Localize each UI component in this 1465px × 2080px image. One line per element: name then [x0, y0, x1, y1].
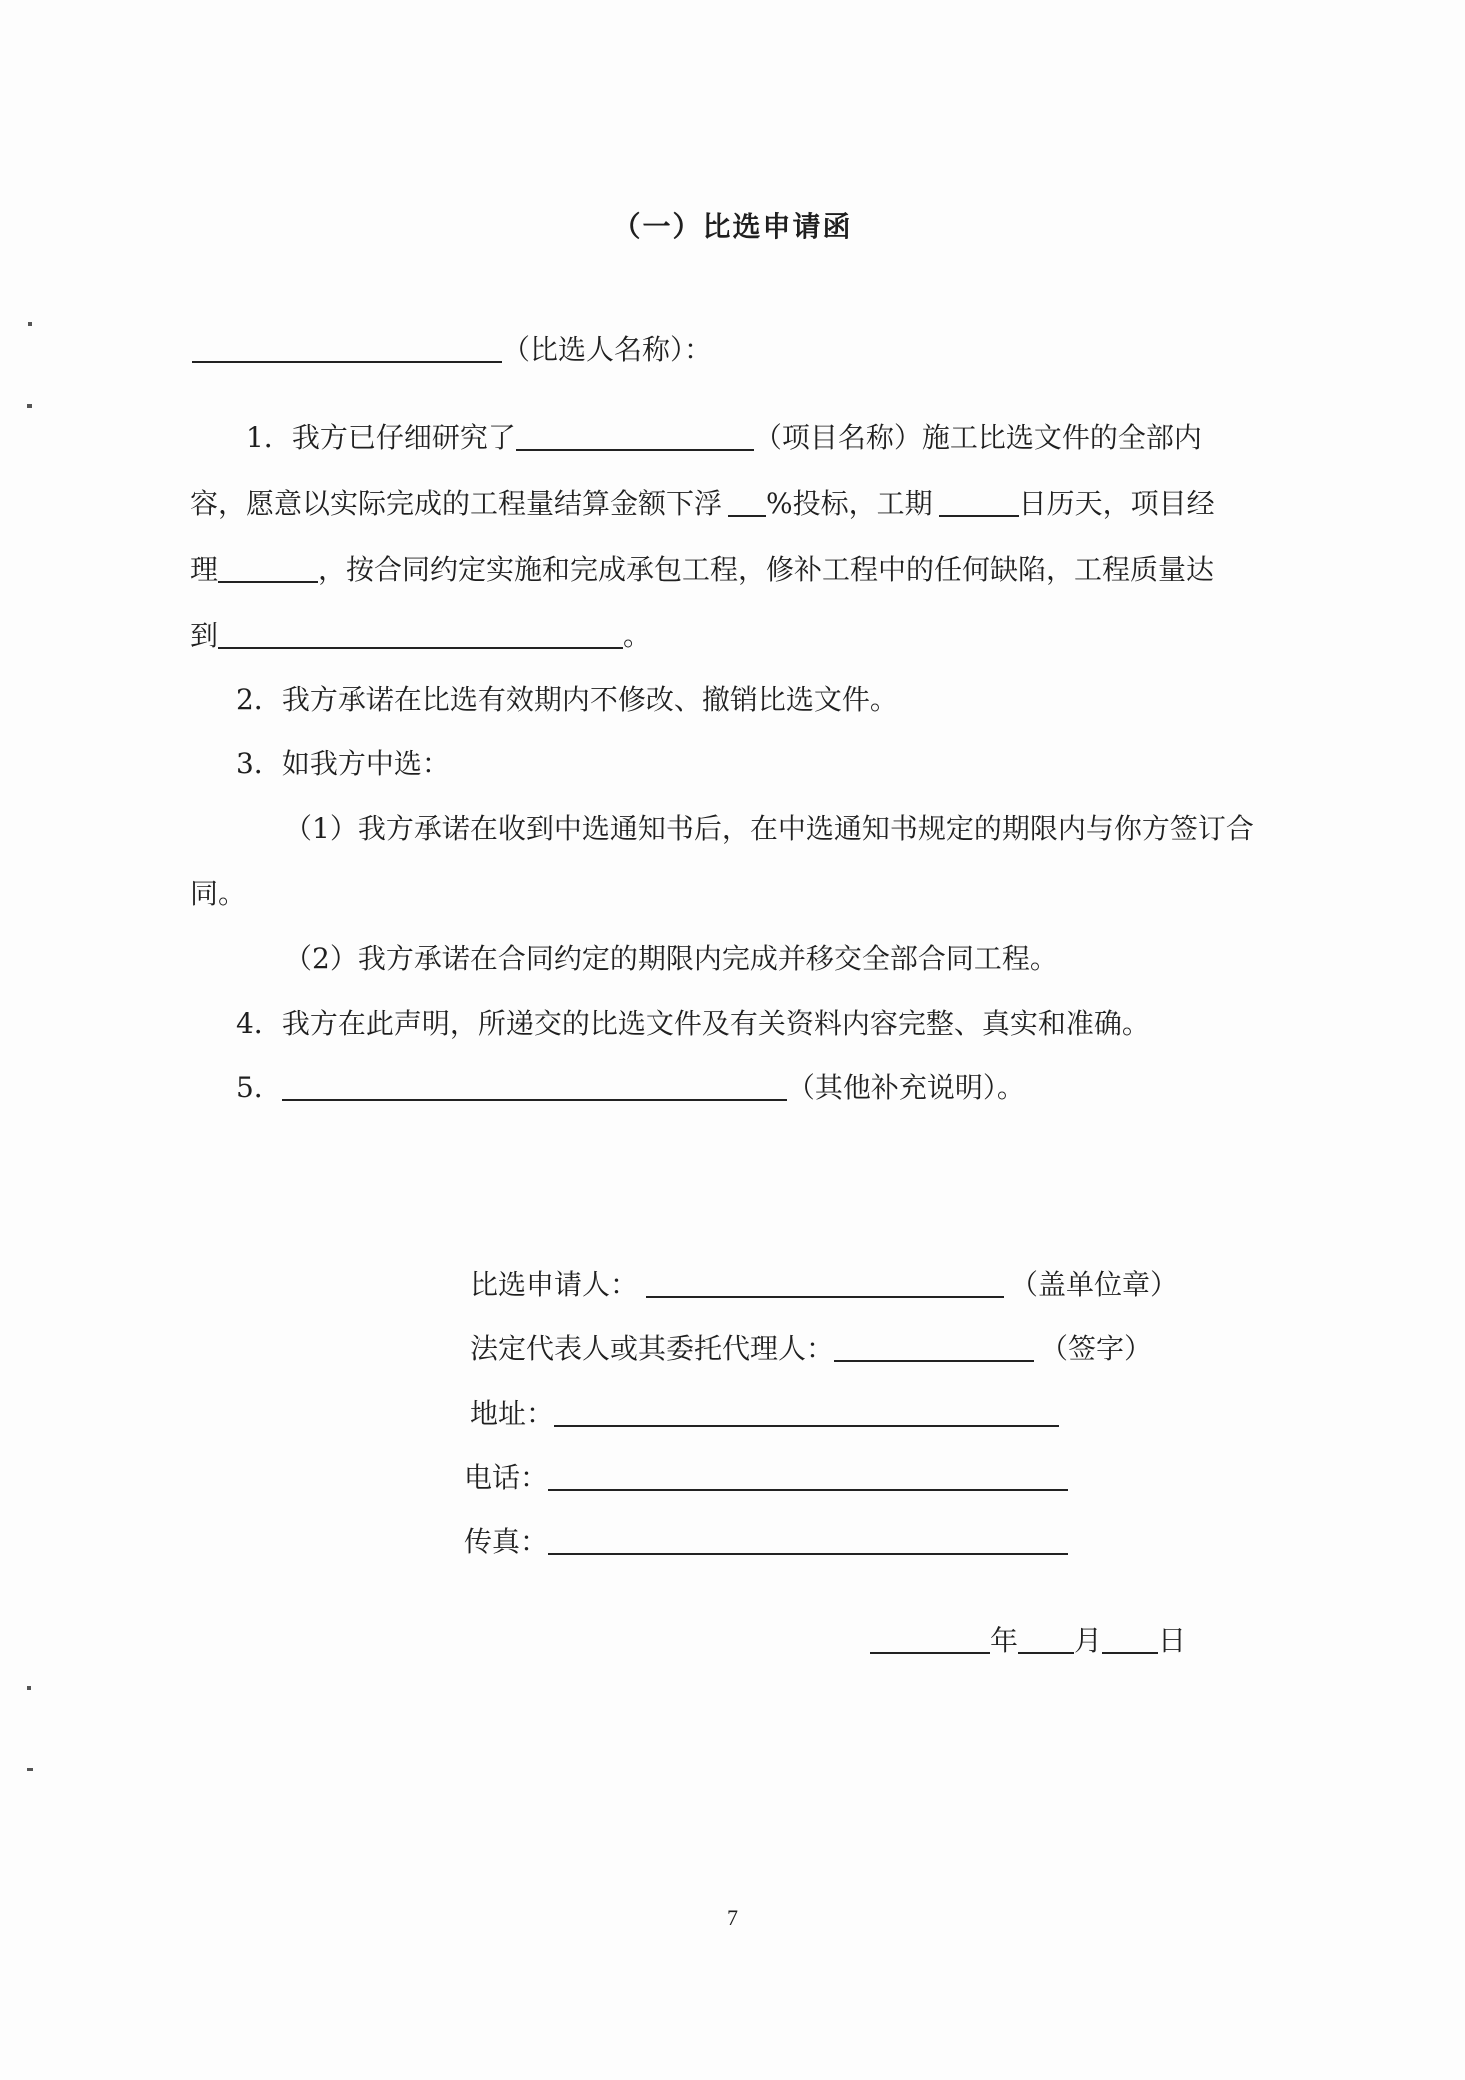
recipient-name-blank[interactable]: [192, 331, 502, 363]
phone-blank[interactable]: [548, 1459, 1068, 1491]
day-blank[interactable]: [1102, 1622, 1158, 1654]
day-label: 日: [1158, 1624, 1187, 1657]
para4: 4．我方在此声明，所递交的比选文件及有关资料内容完整、真实和准确。: [236, 1007, 1150, 1040]
para1-prefix: 1．我方已仔细研究了: [246, 421, 516, 454]
para1-line3-start: 理: [190, 553, 219, 586]
para5-line: [236, 1068, 1025, 1108]
para3-item2: （2）我方承诺在合同约定的期限内完成并移交全部合同工程。: [284, 942, 1058, 975]
address-blank[interactable]: [554, 1395, 1059, 1427]
applicant-blank[interactable]: [646, 1266, 1004, 1298]
scan-speck: [27, 1768, 33, 1771]
representative-blank[interactable]: [834, 1330, 1034, 1362]
project-label: （项目名称）施工比选文件的全部内: [753, 421, 1202, 454]
discount-percent-blank[interactable]: [728, 487, 766, 517]
recipient-line: [192, 330, 712, 370]
scan-speck: [27, 404, 32, 408]
para1-line4: [190, 616, 651, 656]
month-label: 月: [1074, 1624, 1103, 1657]
para1-line4-start: 到: [190, 619, 219, 652]
representative-label: 法定代表人或其委托代理人：: [470, 1332, 835, 1365]
para1-line3: [190, 550, 1214, 590]
fax-line: [464, 1522, 1068, 1562]
address-label: 地址：: [470, 1397, 555, 1430]
scan-speck: [27, 1686, 31, 1690]
project-manager-blank[interactable]: [218, 553, 318, 583]
para3-item1-line2: 同。: [190, 877, 247, 910]
phone-line: [464, 1458, 1068, 1498]
page-title: （一）比选申请函: [612, 210, 853, 243]
fax-blank[interactable]: [548, 1523, 1068, 1555]
para1-line2-text: 容，愿意以实际完成的工程量结算金额下浮: [190, 487, 723, 520]
applicant-note: （盖单位章）: [1010, 1268, 1179, 1301]
project-name-blank[interactable]: [516, 419, 754, 451]
para1-line1: [246, 418, 1202, 458]
para1-line2: [190, 484, 1215, 524]
recipient-label: （比选人名称）：: [502, 333, 713, 366]
representative-line: [470, 1329, 1152, 1369]
para3-item1-line1: （1）我方承诺在收到中选通知书后，在中选通知书规定的期限内与你方签订合: [284, 812, 1254, 845]
percent-label: %投标，工期: [766, 487, 933, 520]
date-line: [870, 1621, 1186, 1661]
page-number: 7: [727, 1905, 738, 1930]
representative-note: （签字）: [1040, 1332, 1153, 1365]
address-line: [470, 1394, 1059, 1434]
scan-speck: [28, 322, 32, 326]
duration-days-blank[interactable]: [939, 487, 1019, 517]
para1-line4-end: 。: [623, 619, 652, 652]
fax-label: 传真：: [464, 1525, 549, 1558]
year-label: 年: [990, 1624, 1019, 1657]
applicant-line: [470, 1265, 1178, 1305]
days-label: 日历天，项目经: [1018, 487, 1215, 520]
quality-standard-blank[interactable]: [218, 617, 623, 649]
month-blank[interactable]: [1018, 1622, 1074, 1654]
para5-prefix: 5．: [236, 1071, 282, 1104]
applicant-label: 比选申请人：: [470, 1268, 639, 1301]
other-notes-blank[interactable]: [282, 1069, 787, 1101]
para1-line3-text: ，按合同约定实施和完成承包工程，修补工程中的任何缺陷，工程质量达: [318, 553, 1215, 586]
para3: 3．如我方中选：: [236, 747, 450, 780]
year-blank[interactable]: [870, 1622, 990, 1654]
para5-suffix: （其他补充说明）。: [786, 1071, 1025, 1104]
phone-label: 电话：: [464, 1461, 549, 1494]
para2: 2．我方承诺在比选有效期内不修改、撤销比选文件。: [236, 683, 898, 716]
